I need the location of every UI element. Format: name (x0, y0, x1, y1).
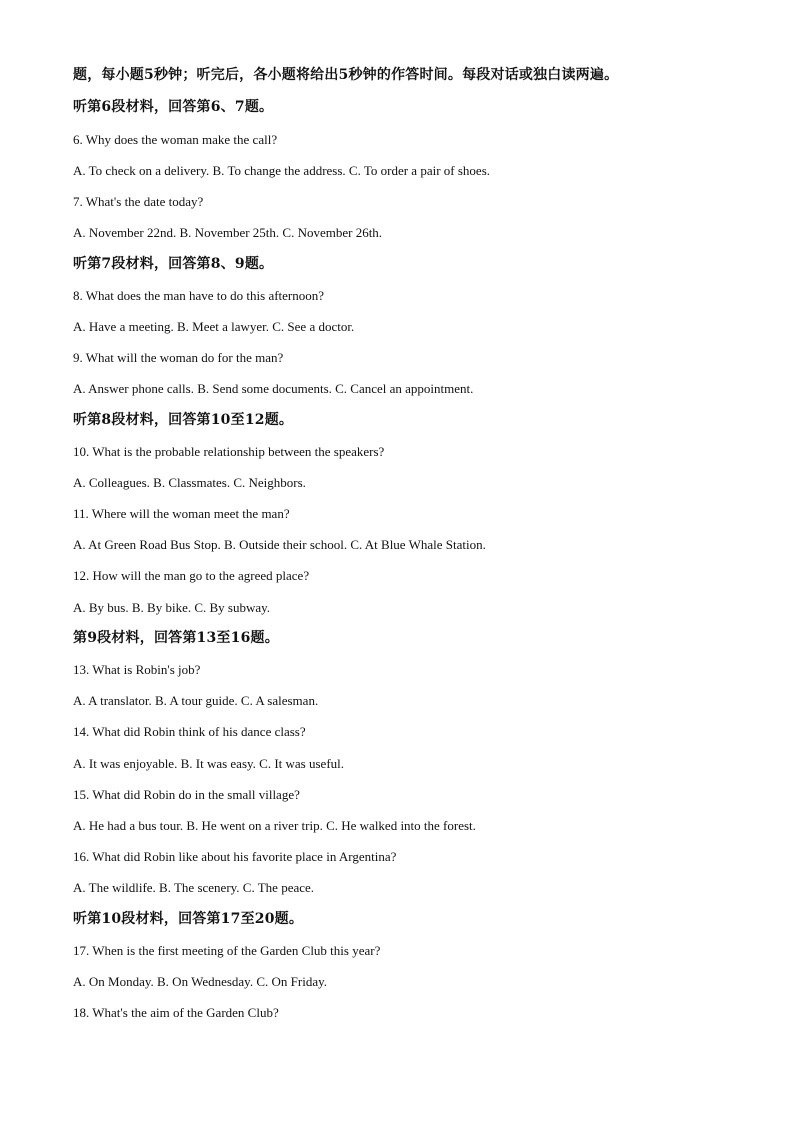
section-heading: 听第10段材料，回答第17至20题。 (73, 911, 304, 927)
answer-options: A. The wildlife. B. The scenery. C. The peace. (73, 880, 315, 895)
question-text: 7. What's the date today? (73, 194, 204, 209)
question-text: 8. What does the man have to do this afternoon? (73, 288, 325, 303)
answer-options: A. Colleagues. B. Classmates. C. Neighbors. (73, 475, 306, 490)
question-text: 12. How will the man go to the agreed place? (73, 568, 310, 583)
answer-options: A. Answer phone calls. B. Send some documents. C. Cancel an appointment. (73, 381, 474, 396)
answer-options: A. Have a meeting. B. Meet a lawyer. C. See a doctor. (73, 319, 355, 334)
answer-options: A. At Green Road Bus Stop. B. Outside their school. C. At Blue Whale Station. (73, 537, 486, 552)
answer-options: A. It was enjoyable. B. It was easy. C. It was useful. (73, 756, 345, 771)
answer-options: A. By bus. B. By bike. C. By subway. (73, 600, 271, 615)
question-text: 10. What is the probable relationship between the speakers? (73, 444, 385, 459)
question-text: 6. Why does the woman make the call? (73, 132, 278, 147)
question-text: 15. What did Robin do in the small village? (73, 787, 300, 802)
question-text: 14. What did Robin think of his dance class? (73, 724, 306, 739)
answer-options: A. On Monday. B. On Wednesday. C. On Friday. (73, 974, 327, 989)
section-heading: 听第7段材料，回答第8、9题。 (73, 256, 274, 272)
section-heading: 第9段材料，回答第13至16题。 (73, 630, 279, 646)
question-text: 16. What did Robin like about his favorite place in Argentina? (73, 849, 397, 864)
answer-options: A. To check on a delivery. B. To change the address. C. To order a pair of shoes. (73, 163, 491, 178)
section-heading: 听第8段材料，回答第10至12题。 (73, 412, 294, 428)
section-heading: 听第6段材料，回答第6、7题。 (73, 99, 274, 115)
question-text: 11. Where will the woman meet the man? (73, 506, 290, 521)
answer-options: A. November 22nd. B. November 25th. C. November 26th. (73, 225, 383, 240)
question-text: 9. What will the woman do for the man? (73, 350, 284, 365)
question-text: 13. What is Robin's job? (73, 662, 201, 677)
question-text: 17. When is the first meeting of the Garden Club this year? (73, 943, 381, 958)
answer-options: A. A translator. B. A tour guide. C. A salesman. (73, 693, 319, 708)
intro-line: 题，每小题5秒钟；听完后，各小题将给出5秒钟的作答时间。每段对话或独白读两遍。 (73, 67, 619, 83)
answer-options: A. He had a bus tour. B. He went on a river trip. C. He walked into the forest. (73, 818, 476, 833)
question-text: 18. What's the aim of the Garden Club? (73, 1005, 279, 1020)
